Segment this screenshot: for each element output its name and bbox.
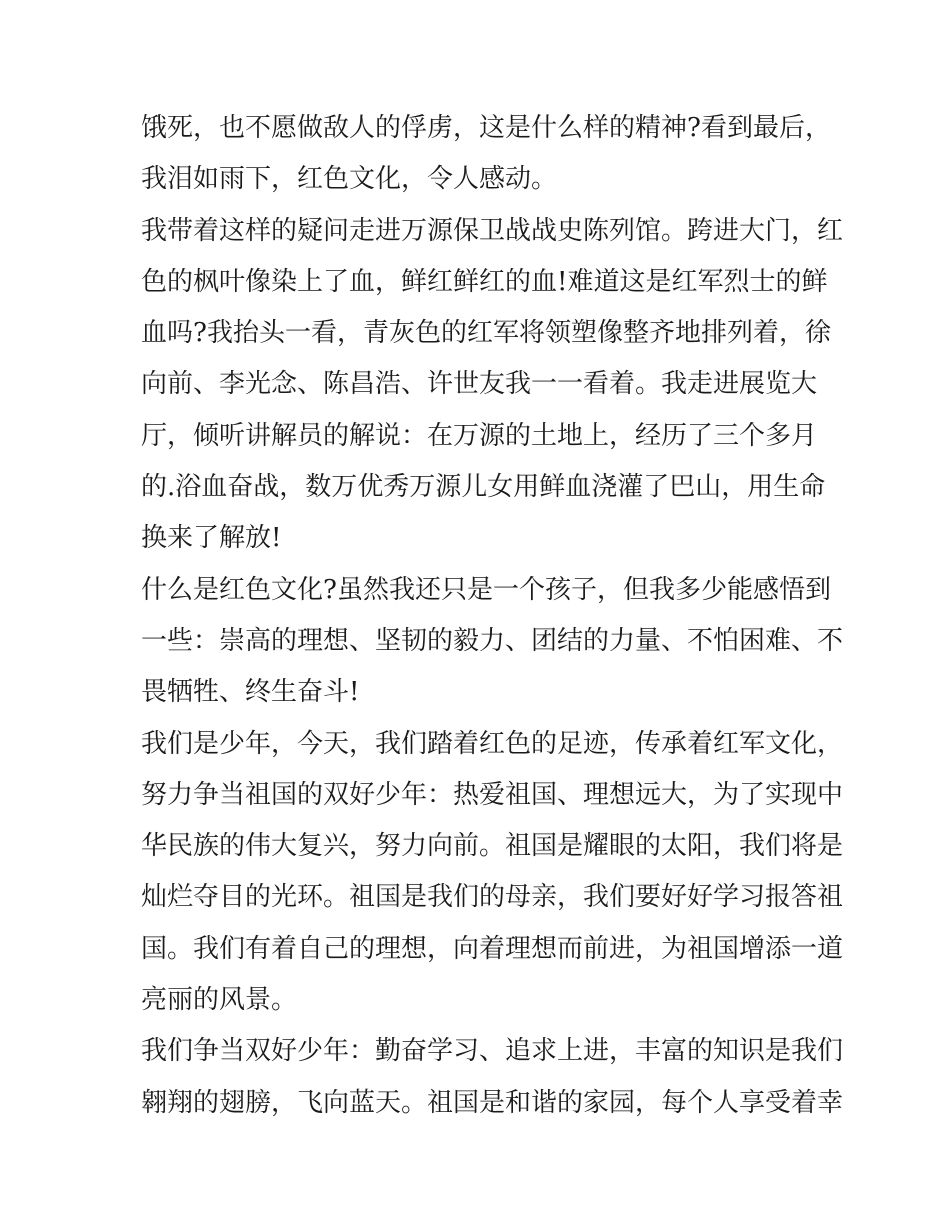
- text-line: 努力争当祖国的双好少年：热爱祖国、理想远大，为了实现中: [141, 779, 844, 810]
- text-line: 血吗?我抬头一看，青灰色的红军将领塑像整齐地排列着，徐: [141, 318, 831, 349]
- text-line: 畏牺牲、终生奋斗!: [141, 677, 360, 708]
- document-body: [141, 103, 844, 1129]
- text-line: 我们是少年，今天，我们踏着红色的足迹，传承着红军文化，: [141, 728, 844, 759]
- text-line: 的.浴血奋战，数万优秀万源儿女用鲜血浇灌了巴山，用生命: [141, 472, 826, 503]
- text-line: 换来了解放!: [141, 523, 282, 554]
- text-line: 色的枫叶像染上了血，鲜红鲜红的血!难道这是红军烈士的鲜: [141, 266, 828, 297]
- text-line: 向前、李光念、陈昌浩、许世友我一一看着。我走进展览大: [141, 369, 818, 400]
- text-line: 国。我们有着自己的理想，向着理想而前进，为祖国增添一道: [141, 933, 844, 964]
- text-line: 我们争当双好少年：勤奋学习、追求上进，丰富的知识是我们: [141, 1036, 844, 1067]
- text-line: 亮丽的风景。: [141, 985, 298, 1016]
- text-line: 饿死，也不愿做敌人的俘虏，这是什么样的精神?看到最后，: [141, 113, 831, 143]
- text-line: 一些：崇高的理想、坚韧的毅力、团结的力量、不怕困难、不: [141, 625, 844, 656]
- text-line: 我带着这样的疑问走进万源保卫战战史陈列馆。跨进大门，红: [141, 215, 844, 246]
- text-line: 灿烂夺目的光环。祖国是我们的母亲，我们要好好学习报答祖: [141, 882, 844, 913]
- text-line: 厅，倾听讲解员的解说：在万源的土地上，经历了三个多月: [141, 420, 818, 451]
- text-line: 我泪如雨下，红色文化，令人感动。: [141, 164, 558, 195]
- text-line: 华民族的伟大复兴，努力向前。祖国是耀眼的太阳，我们将是: [141, 831, 844, 862]
- text-line: 什么是红色文化?虽然我还只是一个孩子，但我多少能感悟到: [141, 574, 831, 605]
- text-line: 翱翔的翅膀，飞向蓝天。祖国是和谐的家园，每个人享受着幸: [141, 1087, 844, 1118]
